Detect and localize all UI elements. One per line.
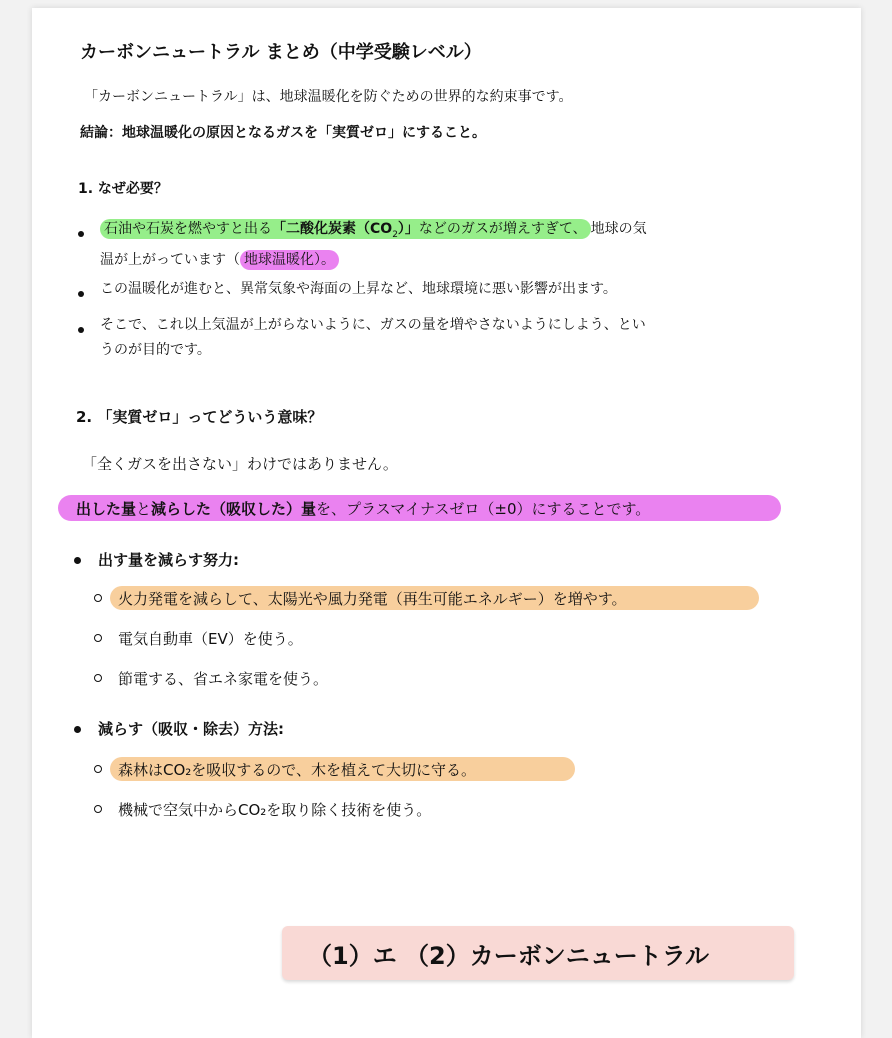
conclusion-text: 結論：地球温暖化の原因となるガスを「実質ゼロ」にすること。	[80, 125, 486, 141]
circle-bullet	[94, 674, 102, 682]
bullet-dot	[78, 231, 84, 237]
section2-paragraph: 「全くガスを出さない」わけではありません。	[82, 455, 398, 473]
bullet-dot	[74, 726, 81, 733]
answer-text: （1）エ （2）カーボンニュートラル	[308, 942, 710, 970]
section2-key-sentence: 出した量と減らした（吸収した）量を、プラスマイナスゼロ（±0）にすることです。	[76, 500, 651, 518]
document-page	[32, 8, 861, 1038]
pink-highlight: 地球温暖化）。	[240, 250, 339, 270]
group1-heading: 出す量を減らす努力:	[98, 551, 239, 569]
intro-text: 「カーボンニュートラル」は、地球温暖化を防ぐための世界的な約束事です。	[84, 89, 573, 105]
section2-heading: 2. 「実質ゼロ」ってどういう意味？	[76, 408, 323, 426]
group2-heading: 減らす（吸収・除去）方法:	[98, 720, 284, 738]
circle-bullet	[94, 594, 102, 602]
section1-bullet3: そこで、これ以上気温が上がらないように、ガスの量を増やさないようにしよう、とい うのが目的です。	[100, 317, 646, 358]
bullet-dot	[74, 557, 81, 564]
bullet-dot	[78, 291, 84, 297]
group2-item: 機械で空気中からCO₂を取り除く技術を使う。	[118, 801, 432, 819]
group2-item: 森林はCO₂を吸収するので、木を植えて大切に守る。	[118, 761, 476, 779]
circle-bullet	[94, 765, 102, 773]
section1-heading: 1. なぜ必要？	[78, 181, 168, 197]
group1-item: 節電する、省エネ家電を使う。	[118, 670, 329, 688]
circle-bullet	[94, 805, 102, 813]
group1-item: 電気自動車（EV）を使う。	[118, 630, 303, 648]
section1-bullet2: この温暖化が進むと、異常気象や海面の上昇など、地球環境に悪い影響が出ます。	[100, 281, 617, 297]
section1-bullet1: 石油や石炭を燃やすと出る「二酸化炭素$(CO_2)$」などのガスが増えすぎて、 地球の気 温が上がっています（ 地球温暖化）。	[100, 221, 647, 268]
green-highlight: 石油や石炭を燃やすと出る「二酸化炭素$(CO_2)$」などのガスが増えすぎて、	[100, 219, 591, 239]
group1-item: 火力発電を減らして、太陽光や風力発電（再生可能エネルギー）を増やす。	[118, 590, 627, 608]
circle-bullet	[94, 634, 102, 642]
document-title: カーボンニュートラル まとめ（中学受験レベル）	[80, 42, 482, 63]
bullet-dot	[78, 327, 84, 333]
